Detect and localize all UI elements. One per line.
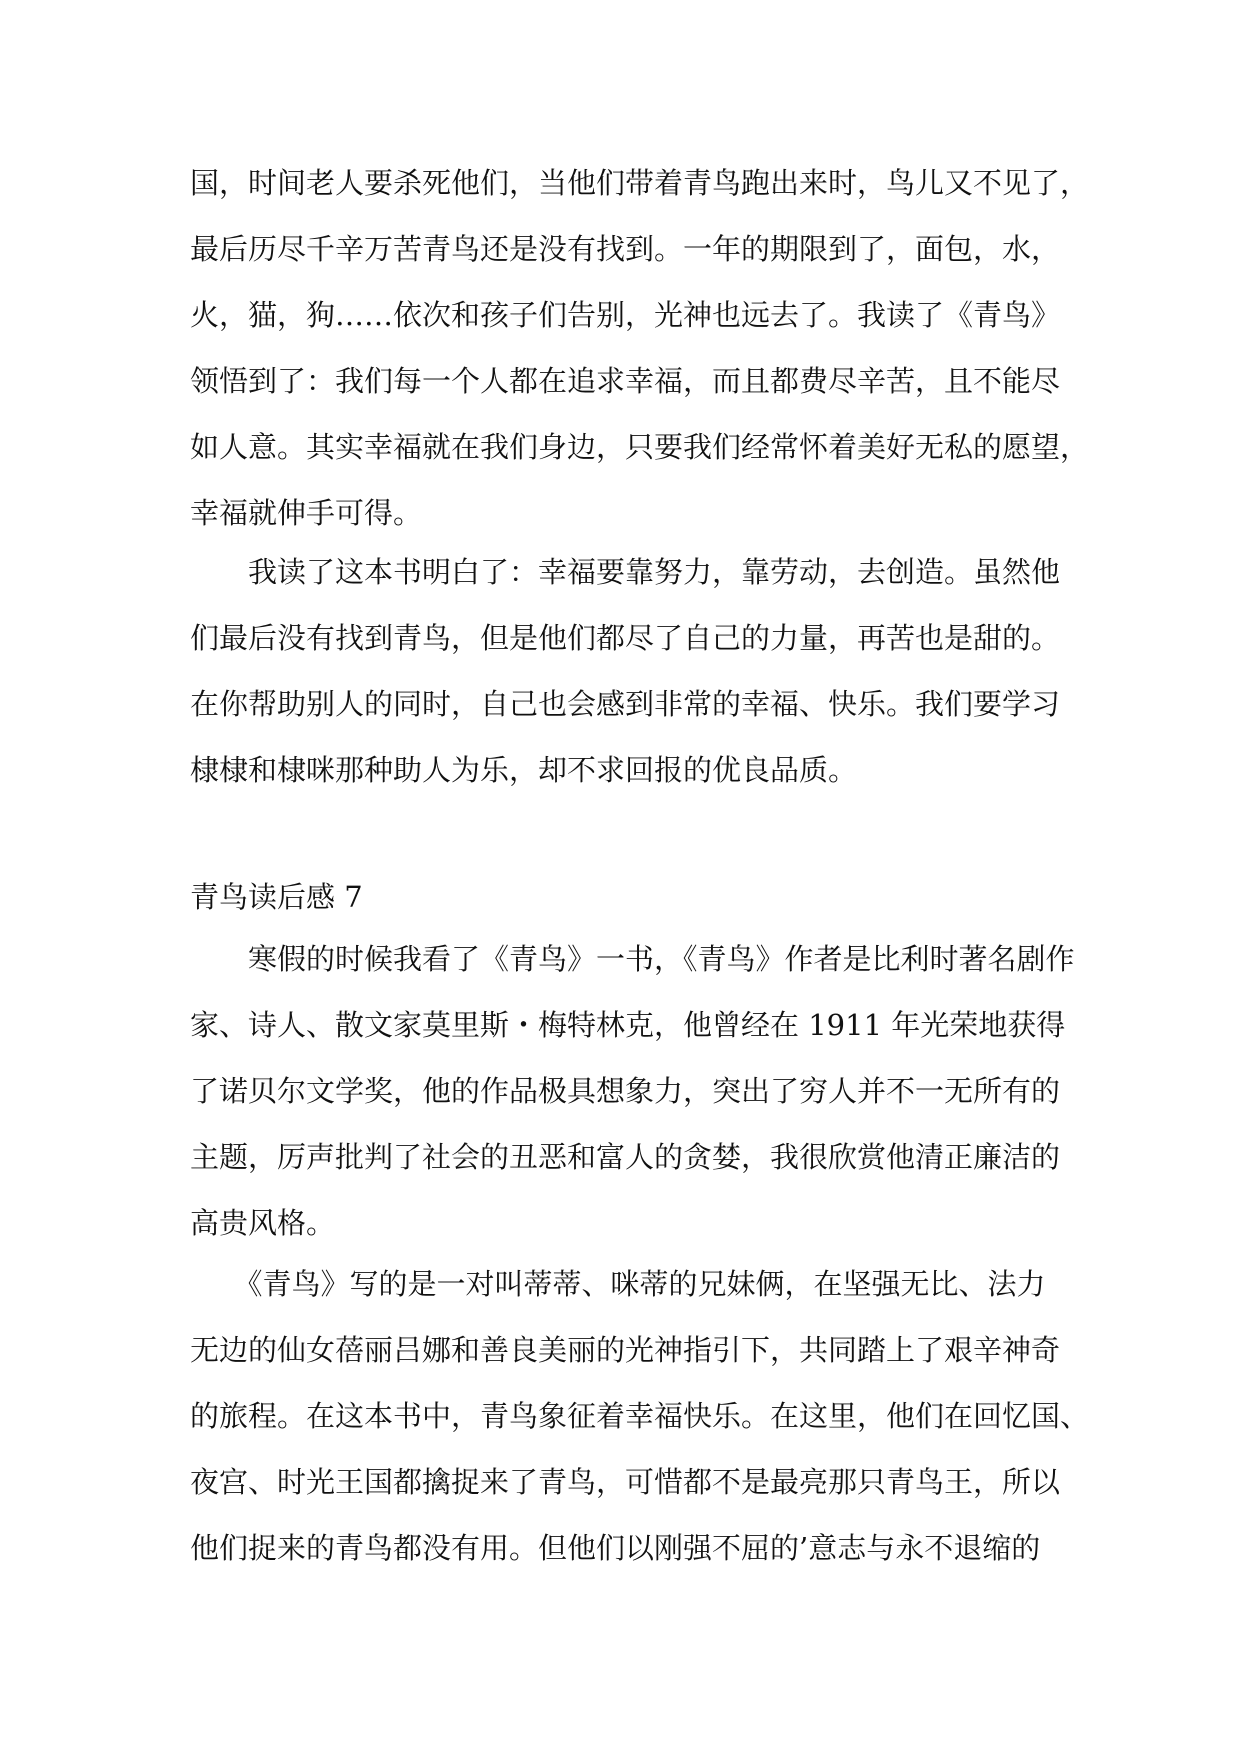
text-line: 在你帮助别人的同时，自己也会感到非常的幸福、快乐。我们要学习: [190, 687, 1061, 721]
heading-text: 青鸟读后感 7: [190, 880, 363, 914]
paragraph-3: [190, 926, 1090, 1256]
text-line: 夜宫、时光王国都擒捉来了青鸟，可惜都不是最亮那只青鸟王，所以: [190, 1465, 1061, 1499]
text-line: 家、诗人、散文家莫里斯・梅特林克，他曾经在 1911 年光荣地获得: [190, 1008, 1066, 1042]
text-line: 火，猫，狗……依次和孩子们告别，光神也远去了。我读了《青鸟》: [190, 298, 1061, 332]
text-line: 如人意。其实幸福就在我们身边，只要我们经常怀着美好无私的愿望，: [190, 430, 1090, 464]
text-line: 寒假的时候我看了《青鸟》一书，《青鸟》作者是比利时著名剧作: [190, 942, 1075, 976]
text-line: 们最后没有找到青鸟，但是他们都尽了自己的力量，再苦也是甜的。: [190, 621, 1061, 655]
text-line: 《青鸟》写的是一对叫蒂蒂、咪蒂的兄妹俩，在坚强无比、法力: [190, 1267, 1046, 1301]
paragraph-1: [190, 150, 1090, 546]
section-heading: [190, 864, 1090, 930]
text-line: 他们捉来的青鸟都没有用。但他们以刚强不屈的’意志与永不退缩的: [190, 1531, 1041, 1565]
text-line: 我读了这本书明白了：幸福要靠努力，靠劳动，去创造。虽然他: [190, 555, 1061, 589]
text-line: 领悟到了：我们每一个人都在追求幸福，而且都费尽辛苦，且不能尽: [190, 364, 1061, 398]
text-line: 主题，厉声批判了社会的丑恶和富人的贪婪，我很欣赏他清正廉洁的: [190, 1140, 1061, 1174]
text-line: 高贵风格。: [190, 1206, 336, 1240]
text-line: 最后历尽千辛万苦青鸟还是没有找到。一年的期限到了，面包，水，: [190, 232, 1061, 266]
text-line: 国，时间老人要杀死他们，当他们带着青鸟跑出来时，鸟儿又不见了，: [190, 166, 1090, 200]
text-line: 无边的仙女蓓丽吕娜和善良美丽的光神指引下，共同踏上了艰辛神奇: [190, 1333, 1061, 1367]
text-line: 棣棣和棣咪那种助人为乐，却不求回报的优良品质。: [190, 753, 858, 787]
paragraph-2: [190, 539, 1090, 803]
text-line: 幸福就伸手可得。: [190, 496, 423, 530]
paragraph-4: [190, 1251, 1090, 1581]
text-line: 了诺贝尔文学奖，他的作品极具想象力，突出了穷人并不一无所有的: [190, 1074, 1061, 1108]
text-line: 的旅程。在这本书中，青鸟象征着幸福快乐。在这里，他们在回忆国、: [190, 1399, 1090, 1433]
